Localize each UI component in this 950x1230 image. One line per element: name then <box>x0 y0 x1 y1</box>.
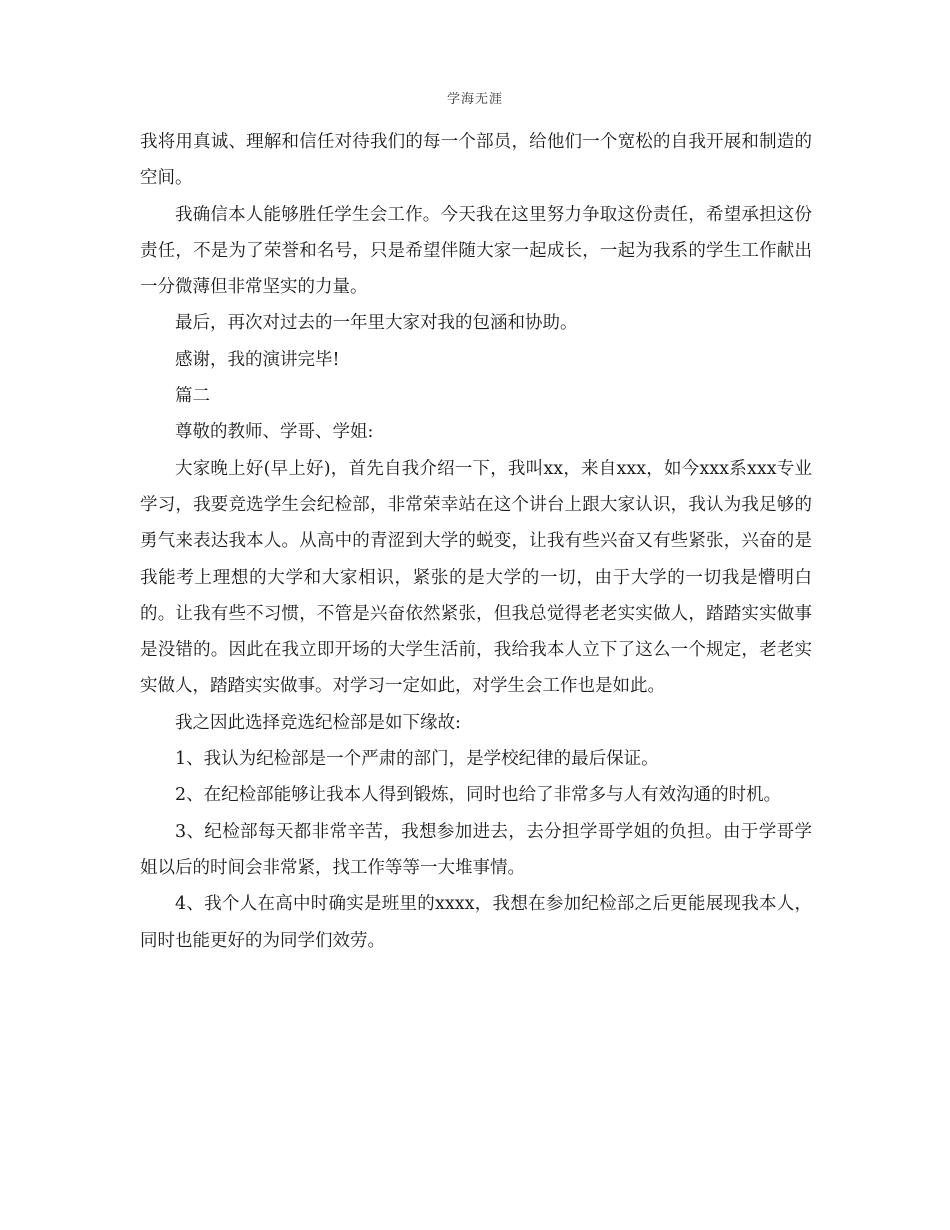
document-body <box>140 124 812 959</box>
list-item-reason-3: 3、纪检部每天都非常辛苦，我想参加进去，去分担学哥学姐的负担。由于学哥学姐以后的时间会非常紧，找工作等等一大堆事情。 <box>140 821 812 878</box>
paragraph-confidence: 我确信本人能够胜任学生会工作。今天我在这里努力争取这份责任，希望承担这份责任，不是为了荣誉和名号，只是希望伴随大家一起成长，一起为我系的学生工作献出一分微薄但非常坚实的力量。 <box>140 204 812 298</box>
salutation: 尊敬的教师、学哥、学姐: <box>175 422 374 443</box>
list-item-reason-4: 4、我个人在高中时确实是班里的xxxx，我想在参加纪检部之后更能展现我本人，同时也能更好的为同学们效劳。 <box>140 894 812 951</box>
list-item-reason-1: 1、我认为纪检部是一个严肃的部门，是学校纪律的最后保证。 <box>175 749 659 770</box>
paragraph-thanks: 感谢，我的演讲完毕! <box>175 349 340 370</box>
paragraph-reasons-intro: 我之因此选择竞选纪检部是如下缘故: <box>175 712 461 733</box>
list-item-reason-2: 2、在纪检部能够让我本人得到锻炼，同时也给了非常多与人有效沟通的时机。 <box>175 785 782 806</box>
paragraph-self-intro: 大家晚上好(早上好)，首先自我介绍一下，我叫xx，来自xxx，如今xxx系xxx专业学习，我要竞选学生会纪检部，非常荣幸站在这个讲台上跟大家认识，我认为我足够的勇气来表达我本人。从高中的青涩到大学的蜕变，让我有些兴奋又有些紧张，兴奋的是我能考上理想的大学和大家相识，紧张的是大学的一切，由于大学的一切我是懵明白的。让我有些不习惯，不管是兴奋依然紧张，但我总觉得老老实实做人，踏踏实实做事是没错的。因此在我立即开场的大学生活前，我给我本人立下了这么一个规定，老老实实做人，踏踏实实做事。对学习一定如此，对学生会工作也是如此。 <box>140 458 812 697</box>
paragraph-intro-end: 我将用真诚、理解和信任对待我们的每一个部员，给他们一个宽松的自我开展和制造的空间。 <box>140 132 812 189</box>
page-header: 学海无涯 <box>446 92 503 107</box>
section-heading: 篇二 <box>175 386 210 407</box>
paragraph-closing: 最后，再次对过去的一年里大家对我的包涵和协助。 <box>175 313 578 334</box>
